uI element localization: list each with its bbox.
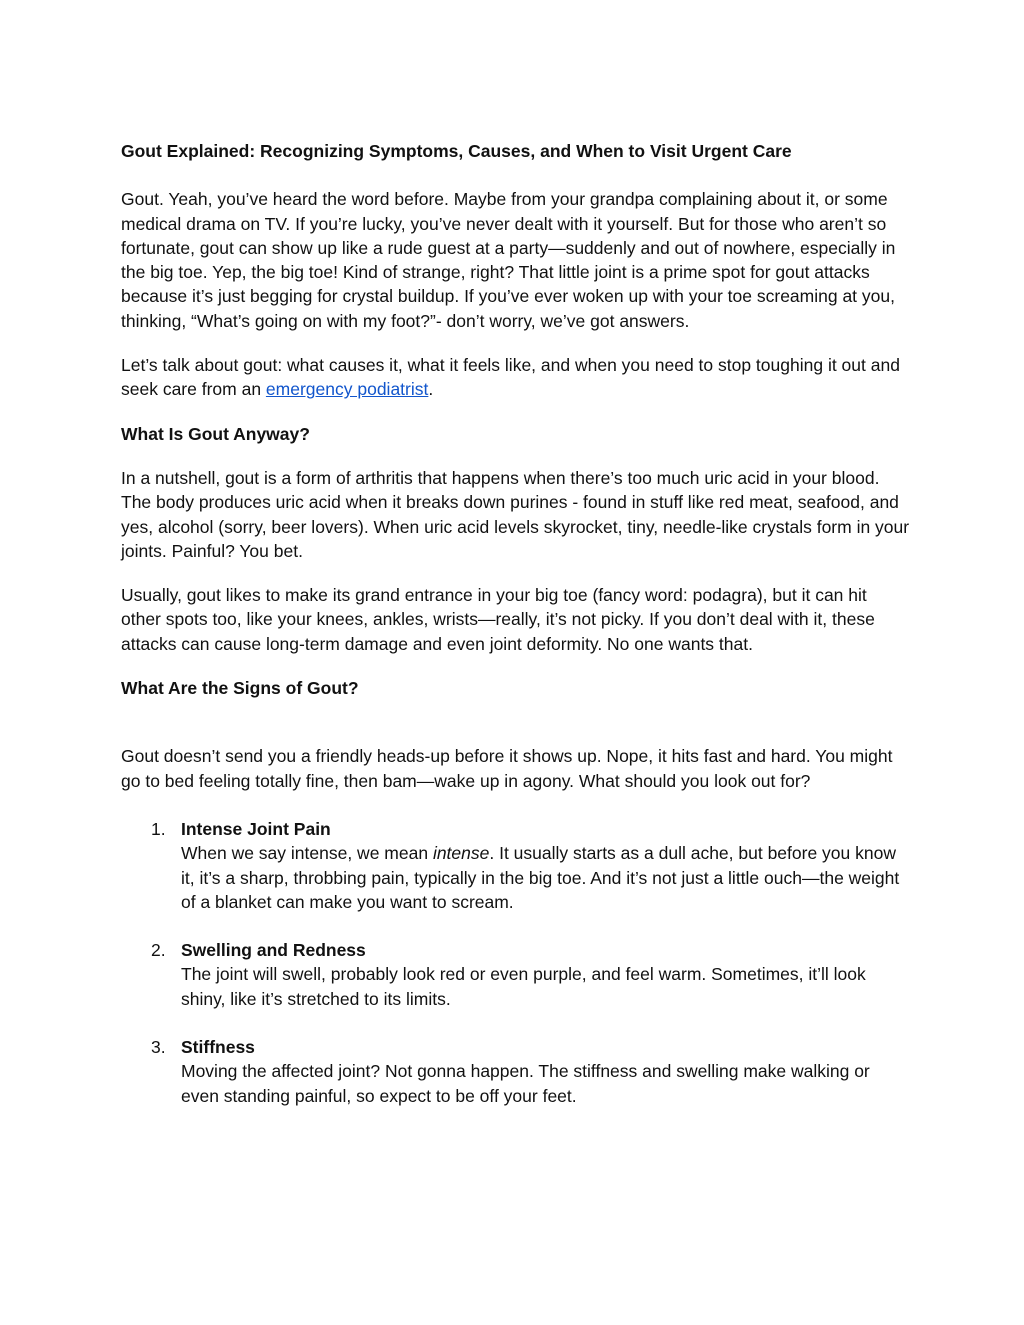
- list-item: [121, 1035, 911, 1108]
- list-item-title: Swelling and Redness: [181, 940, 366, 961]
- what-is-gout-paragraph-1: In a nutshell, gout is a form of arthritis that happens when there’s too much uric acid in your blood. The body produces uric acid when it breaks down purines - found in stuff like red meat, seafood, and yes, alcohol (sorry, beer lovers). When uric acid levels skyrocket, tiny, needle-like crystals form in your joints. Painful? You bet.: [121, 467, 910, 561]
- signs-list: [121, 817, 911, 1108]
- list-item-title: Intense Joint Pain: [181, 818, 331, 839]
- list-item-emphasis: intense: [432, 843, 490, 864]
- emergency-podiatrist-link[interactable]: emergency podiatrist: [265, 379, 429, 400]
- list-item-number: 1.: [151, 818, 166, 839]
- list-item-number: 2.: [151, 940, 166, 961]
- list-item: [121, 938, 911, 1011]
- what-is-gout-paragraph-2: Usually, gout likes to make its grand entrance in your big toe (fancy word: podagra), but it can hit other spots too, like your knees, ankles, wrists—really, it’s not picky. If you don’t deal with it, these attacks can cause long-term damage and even joint deformity. No one wants that.: [121, 585, 875, 654]
- list-item-body: The joint will swell, probably look red or even purple, and feel warm. Sometimes, it’ll look shiny, like it’s stretched to its limits.: [181, 964, 866, 1009]
- list-item: [121, 817, 911, 914]
- list-item-body-start: When we say intense, we mean: [181, 843, 433, 864]
- section-heading-what-is-gout: What Is Gout Anyway?: [121, 423, 310, 444]
- page-title: Gout Explained: Recognizing Symptoms, Causes, and When to Visit Urgent Care: [121, 141, 792, 161]
- list-item-body: Moving the affected joint? Not gonna happen. The stiffness and swelling make walking or even standing painful, so expect to be off your feet.: [181, 1061, 870, 1106]
- lets-talk-text: Let’s talk about gout: what causes it, what it feels like, and when you need to stop toughing it out and seek care from an: [121, 355, 900, 400]
- document-page: [121, 139, 911, 1132]
- lets-talk-end: .: [428, 379, 434, 400]
- list-item-body: [181, 841, 911, 914]
- list-item-number: 3.: [151, 1037, 166, 1058]
- lets-talk-paragraph: [121, 353, 911, 402]
- signs-intro-paragraph: Gout doesn’t send you a friendly heads-up before it shows up. Nope, it hits fast and hard. You might go to bed feeling totally fine, then bam—wake up in agony. What should you look out for?: [121, 746, 893, 791]
- intro-paragraph: Gout. Yeah, you’ve heard the word before. Maybe from your grandpa complaining about it, or some medical drama on TV. If you’re lucky, you’ve never dealt with it yourself. But for those who aren’t so fortunate, gout can show up like a rude guest at a party—suddenly and out of nowhere, especially in the big toe. Yep, the big toe! Kind of strange, right? That little joint is a prime spot for gout attacks because it’s just begging for crystal buildup. If you’ve ever woken up with your toe screaming at you, thinking, “What’s going on with my foot?”- don’t worry, we’ve got answers.: [121, 189, 896, 331]
- list-item-body-end: . It usually starts as a dull ache, but before you know it, it’s a sharp, throbbing pain, typically in the big toe. And it’s not just a little ouch—the weight of a blanket can make you want to scream.: [181, 843, 900, 912]
- section-heading-signs: What Are the Signs of Gout?: [121, 678, 359, 699]
- list-item-title: Stiffness: [181, 1037, 255, 1058]
